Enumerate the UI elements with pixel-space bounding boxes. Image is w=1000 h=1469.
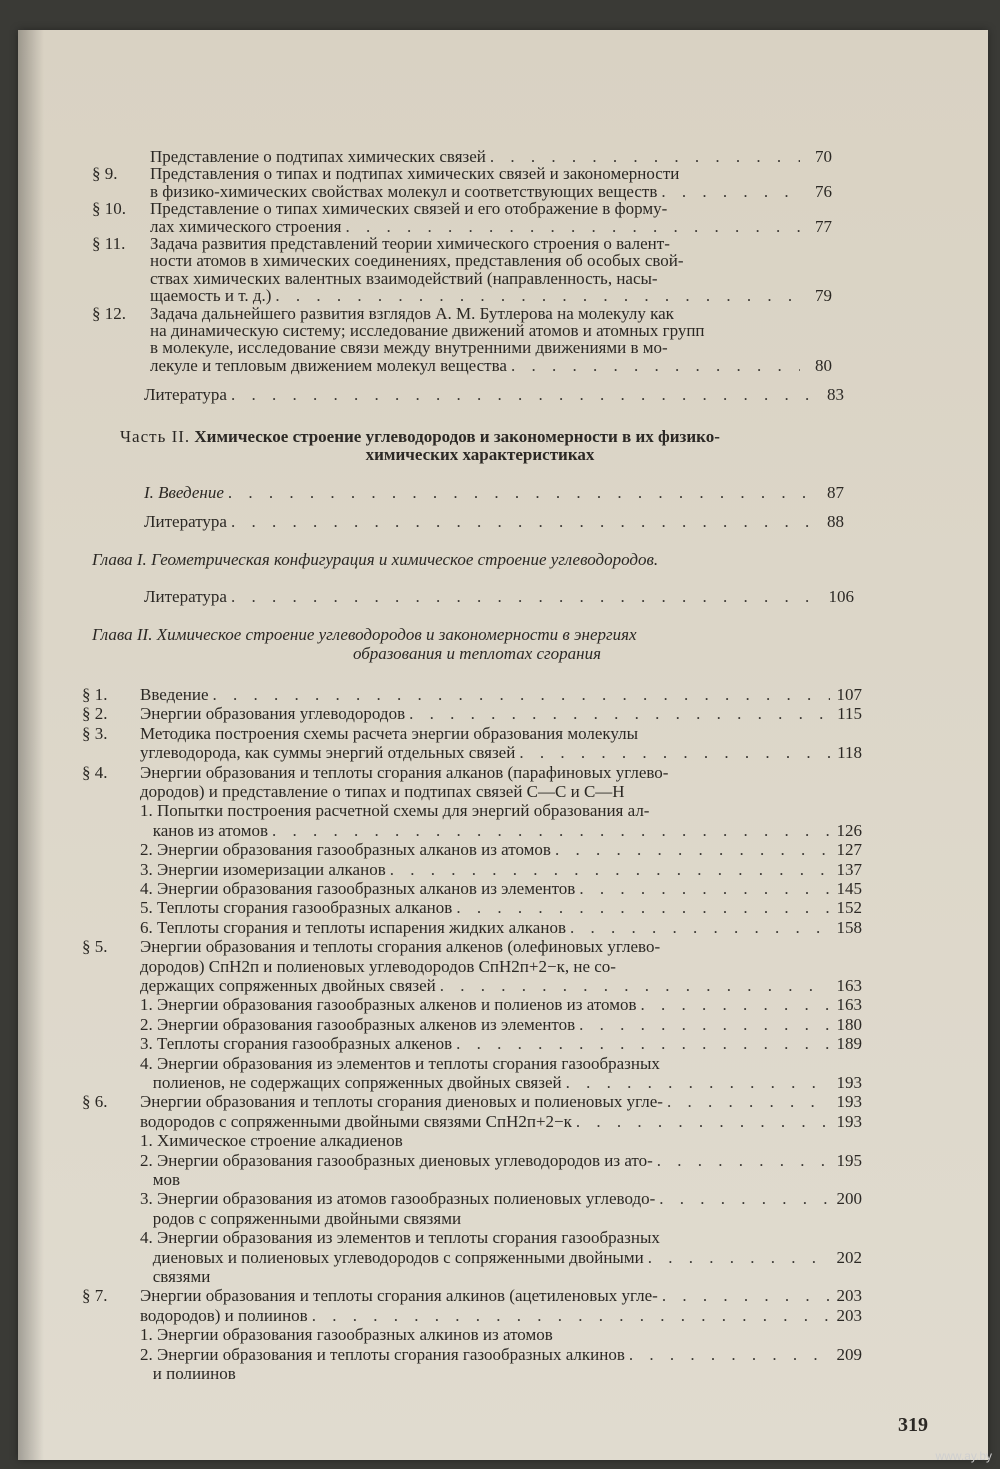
toc-entry bbox=[92, 287, 832, 305]
leader-dots bbox=[456, 1035, 830, 1053]
toc-page-number: 180 bbox=[836, 1014, 862, 1034]
toc-entry bbox=[82, 1249, 862, 1267]
toc-entry bbox=[92, 183, 832, 201]
toc-page-number: 209 bbox=[836, 1344, 862, 1364]
leader-dots bbox=[228, 484, 812, 502]
toc-entry-text: 1. Энергии образования газообразных алкенов и полиенов из атомов bbox=[140, 995, 637, 1015]
leader-dots bbox=[662, 1287, 830, 1305]
leader-dots bbox=[511, 357, 800, 375]
part2-heading-line1 bbox=[120, 428, 720, 446]
leader-dots bbox=[659, 1190, 830, 1208]
toc-page-number: 76 bbox=[815, 181, 832, 201]
toc-entry-text: щаемость и т. д.) bbox=[150, 286, 272, 306]
toc-entry bbox=[82, 1132, 862, 1150]
toc-entry-text: 2. Энергии образования газообразных алканов из атомов bbox=[140, 840, 551, 860]
toc-page-number: 193 bbox=[836, 1092, 862, 1112]
toc-entry-text: полиенов, не содержащих сопряженных двойных связей bbox=[140, 1073, 562, 1092]
toc-entry bbox=[82, 1326, 862, 1344]
leader-dots bbox=[667, 1093, 830, 1111]
leader-dots bbox=[409, 705, 830, 723]
toc-page-number: 87 bbox=[827, 483, 844, 502]
toc-page-number: 203 bbox=[836, 1286, 862, 1306]
toc-entry-text: 4. Энергии образования газообразных алканов из элементов bbox=[140, 879, 576, 898]
toc-entry bbox=[82, 744, 862, 762]
toc-entry bbox=[82, 1365, 862, 1383]
toc-entry bbox=[82, 1035, 862, 1053]
toc-page-number: 118 bbox=[837, 743, 862, 763]
toc-entry-text: Представление о типах химических связей и его отображение в форму- bbox=[150, 199, 668, 219]
toc-page-number: 107 bbox=[836, 685, 862, 704]
toc-entry-text: Энергии образования и теплоты сгорания алкенов (олефиновых углево- bbox=[140, 937, 661, 957]
leader-dots bbox=[490, 148, 800, 166]
toc-entry-text: углеводорода, как суммы энергий отдельных связей bbox=[140, 743, 516, 763]
leader-dots bbox=[576, 1113, 830, 1131]
toc-entry-text: Введение bbox=[140, 685, 209, 704]
toc-entry-text: 3. Энергии образования из атомов газообразных полиеновых углеводо- bbox=[140, 1189, 656, 1209]
chapter2-title-line2: образования и теплотах сгорания bbox=[352, 644, 602, 663]
toc-section-number: § 3. bbox=[82, 723, 108, 743]
toc-entry bbox=[82, 1055, 862, 1073]
toc-page-number: 79 bbox=[815, 286, 832, 306]
toc-entry-text: родов с сопряженными двойными связями bbox=[140, 1208, 462, 1228]
toc-entry-text: Энергии образования и теплоты сгорания алканов (парафиновых углево- bbox=[140, 762, 669, 782]
toc-entry-text: 5. Теплоты сгорания газообразных алканов bbox=[140, 898, 453, 918]
toc-entry-text: дородов) и представление о типах и подтипах связей С—С и С—Н bbox=[140, 782, 625, 801]
toc-entry bbox=[82, 1113, 862, 1131]
toc-entry bbox=[92, 305, 832, 323]
toc-entry-text: на динамическую систему; исследование движений атомов и атомных групп bbox=[150, 321, 705, 340]
toc-entry bbox=[92, 252, 832, 270]
toc-page-number: 163 bbox=[836, 976, 862, 995]
toc-entry bbox=[92, 165, 832, 183]
toc-entry-text: I. Введение bbox=[144, 483, 224, 502]
toc-entry-text: 2. Энергии образования газообразных диеновых углеводородов из ато- bbox=[140, 1150, 653, 1170]
leader-dots bbox=[570, 919, 830, 937]
toc-literature-3 bbox=[144, 588, 854, 606]
watermark: www.ay.by bbox=[935, 1449, 992, 1463]
toc-entry bbox=[82, 1307, 862, 1325]
toc-entry-text: 2. Энергии образования газообразных алкенов из элементов bbox=[140, 1014, 576, 1034]
toc-entry-text: Энергии образования и теплоты сгорания диеновых и полиеновых угле- bbox=[140, 1092, 663, 1112]
toc-entry bbox=[82, 822, 862, 840]
toc-entry-text: водородов) и полиинов bbox=[140, 1305, 308, 1325]
toc-section-number: § 10. bbox=[92, 199, 126, 219]
toc-page-number: 163 bbox=[836, 995, 862, 1015]
toc-entry bbox=[92, 218, 832, 236]
toc-page-number: 200 bbox=[836, 1189, 862, 1209]
toc-page-number: 126 bbox=[836, 820, 862, 840]
leader-dots bbox=[440, 977, 830, 995]
leader-dots bbox=[555, 841, 830, 859]
toc-entry bbox=[82, 1210, 862, 1228]
toc-entry bbox=[82, 1268, 862, 1286]
toc-entry bbox=[82, 919, 862, 937]
toc-page-number: 106 bbox=[828, 587, 854, 606]
toc-entry-text: 3. Теплоты сгорания газообразных алкенов bbox=[140, 1034, 453, 1054]
leader-dots bbox=[231, 386, 812, 404]
toc-entry bbox=[82, 802, 862, 820]
leader-dots bbox=[657, 1152, 830, 1170]
toc-entry-text: связями bbox=[140, 1267, 211, 1286]
toc-entry-text: 2. Энергии образования и теплоты сгорания газообразных алкинов bbox=[140, 1344, 625, 1364]
toc-section-number: § 6. bbox=[82, 1092, 108, 1112]
toc-entry bbox=[82, 1016, 862, 1034]
toc-page-number: 203 bbox=[836, 1305, 862, 1325]
toc-page-number: 193 bbox=[836, 1073, 862, 1092]
leader-dots bbox=[312, 1307, 830, 1325]
leader-dots bbox=[641, 996, 830, 1014]
toc-entry-text: в физико-химических свойствах молекул и соответствующих веществ bbox=[150, 181, 658, 201]
toc-entry-text: лекуле и тепловым движением молекул вещества bbox=[150, 355, 507, 375]
toc-entry-text: водородов с сопряженными двойными связями СпН2п+2−к bbox=[140, 1111, 572, 1131]
toc-entry-text: Представление о подтипах химических связей bbox=[150, 147, 486, 166]
toc-entry-text: и полиинов bbox=[140, 1364, 236, 1383]
toc-page-number: 83 bbox=[827, 385, 844, 404]
toc-page-number: 202 bbox=[836, 1247, 862, 1267]
toc-entry bbox=[82, 705, 862, 723]
toc-page-number: 189 bbox=[836, 1034, 862, 1054]
toc-entry-text: Представления о типах и подтипах химических связей и закономерности bbox=[150, 164, 680, 184]
toc-entry bbox=[82, 1346, 862, 1364]
chapter1-heading bbox=[92, 551, 658, 569]
toc-entry-text: ствах химических валентных взаимодействий (направленность, насы- bbox=[150, 268, 658, 288]
toc-entry-text: ности атомов в химических соединениях, представления об особых свой- bbox=[150, 251, 684, 271]
toc-section-number: § 7. bbox=[82, 1286, 108, 1306]
toc-page-number: 77 bbox=[815, 216, 832, 236]
leader-dots bbox=[231, 588, 822, 606]
leader-dots bbox=[275, 287, 800, 305]
toc-entry bbox=[82, 783, 862, 801]
toc-page-number: 115 bbox=[837, 704, 862, 724]
chapter1-label: Глава I. bbox=[92, 550, 147, 569]
toc-entry bbox=[92, 322, 832, 340]
leader-dots bbox=[579, 880, 830, 898]
toc-entry bbox=[82, 725, 862, 743]
toc-entry-text: 6. Теплоты сгорания и теплоты испарения жидких алканов bbox=[140, 917, 566, 937]
toc-entry-text: 1. Химическое строение алкадиенов bbox=[140, 1131, 403, 1151]
toc-entry-text: 4. Энергии образования из элементов и теплоты сгорания газообразных bbox=[140, 1053, 660, 1073]
toc-entry-text: 3. Энергии изомеризации алканов bbox=[140, 859, 386, 879]
toc-entry-text: Энергии образования и теплоты сгорания алкинов (ацетиленовых угле- bbox=[140, 1286, 658, 1306]
toc-entry bbox=[82, 1074, 862, 1092]
toc-entry-text: Задача дальнейшего развития взглядов А. М. Бутлерова на молекулу как bbox=[150, 303, 674, 323]
toc-page-number: 158 bbox=[836, 917, 862, 937]
toc-entry bbox=[82, 958, 862, 976]
toc-entry bbox=[92, 270, 832, 288]
toc-section-number: § 12. bbox=[92, 303, 126, 323]
chapter2-title-line1: Химическое строение углеводородов и закономерности в энергиях bbox=[156, 625, 637, 644]
toc-page-number: 88 bbox=[827, 512, 844, 531]
leader-dots bbox=[629, 1346, 830, 1364]
toc-section-number: § 2. bbox=[82, 704, 108, 724]
toc-entry-text: канов из атомов bbox=[140, 820, 269, 840]
leader-dots bbox=[566, 1074, 830, 1092]
toc-entry bbox=[82, 1093, 862, 1111]
toc-entry-text: Энергии образования углеводородов bbox=[140, 704, 406, 724]
toc-intro bbox=[144, 484, 844, 502]
toc-entry bbox=[82, 1152, 862, 1170]
leader-dots bbox=[345, 218, 800, 236]
leader-dots bbox=[213, 686, 830, 704]
chapter2-label: Глава II. bbox=[92, 625, 153, 644]
toc-page-number: 70 bbox=[815, 147, 832, 166]
toc-page-number: 127 bbox=[836, 840, 862, 860]
toc-entry-text: мов bbox=[140, 1170, 181, 1189]
leader-dots bbox=[661, 183, 800, 201]
toc-entry bbox=[92, 200, 832, 218]
toc-entry bbox=[82, 899, 862, 917]
toc-page-number: 195 bbox=[836, 1150, 862, 1170]
toc-section-number: § 5. bbox=[82, 937, 108, 957]
toc-entry bbox=[82, 996, 862, 1014]
toc-page-number: 152 bbox=[836, 898, 862, 918]
toc-entry bbox=[82, 1171, 862, 1189]
toc-entry bbox=[82, 764, 862, 782]
toc-entry-text: диеновых и полиеновых углеводородов с сопряженными двойными bbox=[140, 1247, 644, 1267]
toc-entry bbox=[82, 861, 862, 879]
toc-section-number: § 1. bbox=[82, 685, 108, 704]
toc-entry bbox=[82, 1287, 862, 1305]
leader-dots bbox=[519, 744, 830, 762]
toc-section-number: § 4. bbox=[82, 762, 108, 782]
toc-page-number: 145 bbox=[836, 879, 862, 898]
toc-section-number: § 11. bbox=[92, 234, 126, 253]
toc-page-number: 137 bbox=[836, 859, 862, 879]
leader-dots bbox=[456, 899, 830, 917]
part2-title-line1: Химическое строение углеводородов и закономерности в их физико- bbox=[194, 427, 720, 446]
toc-entry bbox=[82, 1229, 862, 1247]
toc-entry bbox=[82, 841, 862, 859]
toc-entry bbox=[82, 977, 862, 995]
toc-entry-text: Задача развития представлений теории химического строения о валент- bbox=[150, 234, 670, 253]
toc-entry bbox=[82, 686, 862, 704]
leader-dots bbox=[272, 822, 830, 840]
toc-entry bbox=[82, 1190, 862, 1208]
toc-section-number: § 9. bbox=[92, 164, 118, 184]
toc-entry bbox=[92, 148, 832, 166]
part2-title-line2: химических характеристиках bbox=[365, 445, 595, 464]
toc-entry-text: дородов) СпН2п и полиеновых углеводородов СпН2п+2−к, не со- bbox=[140, 956, 616, 976]
toc-page-number: 193 bbox=[836, 1111, 862, 1131]
toc-entry-text: 4. Энергии образования из элементов и теплоты сгорания газообразных bbox=[140, 1228, 660, 1248]
part2-label: Часть II. bbox=[120, 427, 191, 446]
toc-page-number: 80 bbox=[815, 355, 832, 375]
toc-entry-text: лах химического строения bbox=[150, 216, 342, 236]
leader-dots bbox=[648, 1249, 830, 1267]
leader-dots bbox=[390, 861, 830, 879]
toc-literature-2 bbox=[144, 513, 844, 531]
page-number: 319 bbox=[898, 1414, 928, 1436]
toc-entry-text: Методика построения схемы расчета энергии образования молекулы bbox=[140, 723, 639, 743]
toc-entry-text: 1. Энергии образования газообразных алкинов из атомов bbox=[140, 1325, 553, 1345]
chapter1-title: Геометрическая конфигурация и химическое строение углеводородов. bbox=[151, 550, 659, 569]
toc-entry bbox=[92, 235, 832, 253]
toc-entry bbox=[92, 357, 832, 375]
toc-entry bbox=[82, 938, 862, 956]
toc-entry-text: 1. Попытки построения расчетной схемы для энергий образования ал- bbox=[140, 801, 650, 821]
leader-dots bbox=[231, 513, 812, 531]
toc-entry-text: держащих сопряженных двойных связей bbox=[140, 976, 436, 995]
toc-entry-text: Литература bbox=[144, 512, 227, 531]
toc-entry-text: Литература bbox=[144, 385, 227, 404]
toc-entry-text: в молекуле, исследование связи между внутренними движениями в мо- bbox=[150, 338, 668, 358]
leader-dots bbox=[579, 1016, 830, 1034]
toc-entry bbox=[92, 339, 832, 357]
toc-literature-1 bbox=[144, 386, 844, 404]
toc-entry-text: Литература bbox=[144, 587, 227, 606]
toc-entry bbox=[82, 880, 862, 898]
chapter2-heading-line1 bbox=[92, 626, 637, 644]
